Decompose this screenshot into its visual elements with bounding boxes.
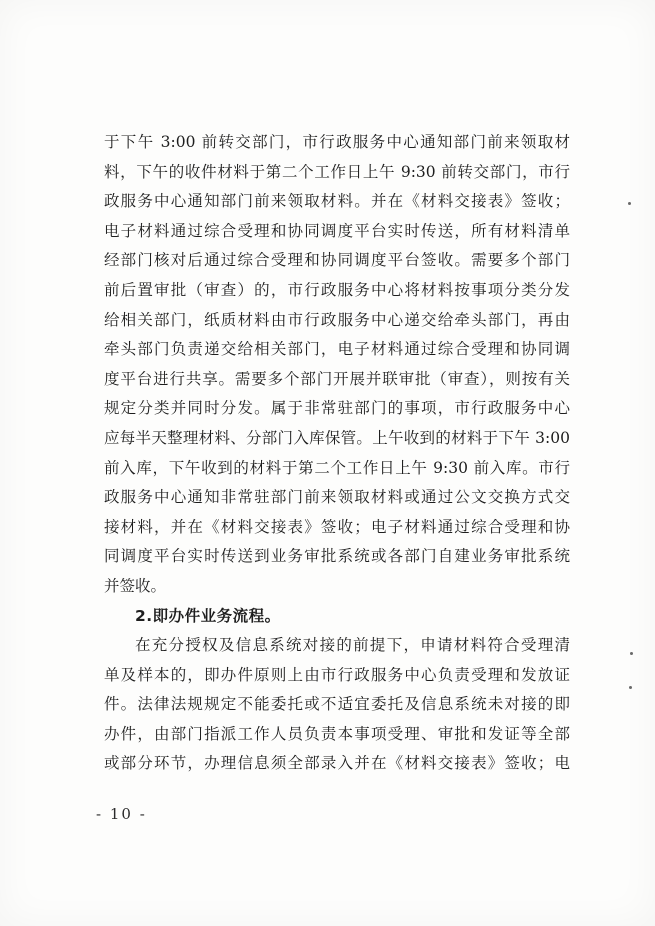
text-line: 牵头部门负责递交给相关部门，电子材料通过综合受理和协同调 [104, 340, 570, 359]
text-line: 前后置审批（审查）的，市行政服务中心将材料按事项分类分发 [104, 280, 570, 299]
text-line: 料，下午的收件材料于第二个工作日上午 9:30 前转交部门，市行 [104, 162, 570, 181]
body-text [104, 128, 570, 779]
scan-speck [630, 652, 633, 655]
text-line: 办件，由部门指派工作人员负责本事项受理、审批和发证等全部 [104, 724, 570, 743]
text-line: 度平台进行共享。需要多个部门开展并联审批（审查），则按有关 [104, 369, 570, 388]
text-line: 政服务中心通知非常驻部门前来领取材料或通过公文交换方式交 [104, 488, 570, 507]
text-line: 件。法律法规规定不能委托或不适宜委托及信息系统未对接的即 [104, 695, 570, 714]
text-line: 应每半天整理材料、分部门入库保管。上午收到的材料于下午 3:00 [104, 428, 570, 447]
text-line: 接材料，并在《材料交接表》签收；电子材料通过综合受理和协 [104, 517, 570, 536]
text-line: 给相关部门，纸质材料由市行政服务中心递交给牵头部门，再由 [104, 310, 570, 329]
scan-speck [628, 202, 631, 205]
text-line: 单及样本的，即办件原则上由市行政服务中心负责受理和发放证 [104, 665, 570, 684]
scan-speck [629, 686, 632, 689]
text-line: 前入库，下午收到的材料于第二个工作日上午 9:30 前入库。市行 [104, 458, 570, 477]
section-heading: 2.即办件业务流程。 [135, 606, 281, 625]
text-line: 或部分环节，办理信息须全部录入并在《材料交接表》签收；电 [104, 754, 570, 773]
text-line: 电子材料通过综合受理和协同调度平台实时传送，所有材料清单 [104, 221, 570, 240]
text-line: 于下午 3:00 前转交部门，市行政服务中心通知部门前来领取材 [104, 133, 570, 151]
text-line: 规定分类并同时分发。属于非常驻部门的事项，市行政服务中心 [104, 399, 570, 418]
page-number: - 10 - [96, 805, 147, 823]
text-line: 政服务中心通知部门前来领取材料。并在《材料交接表》签收； [104, 192, 570, 211]
text-line: 经部门核对后通过综合受理和协同调度平台签收。需要多个部门 [104, 251, 570, 270]
text-line: 在充分授权及信息系统对接的前提下，申请材料符合受理清 [135, 636, 570, 655]
text-line: 并签收。 [104, 576, 167, 595]
text-line: 同调度平台实时传送到业务审批系统或各部门自建业务审批系统 [104, 547, 570, 566]
